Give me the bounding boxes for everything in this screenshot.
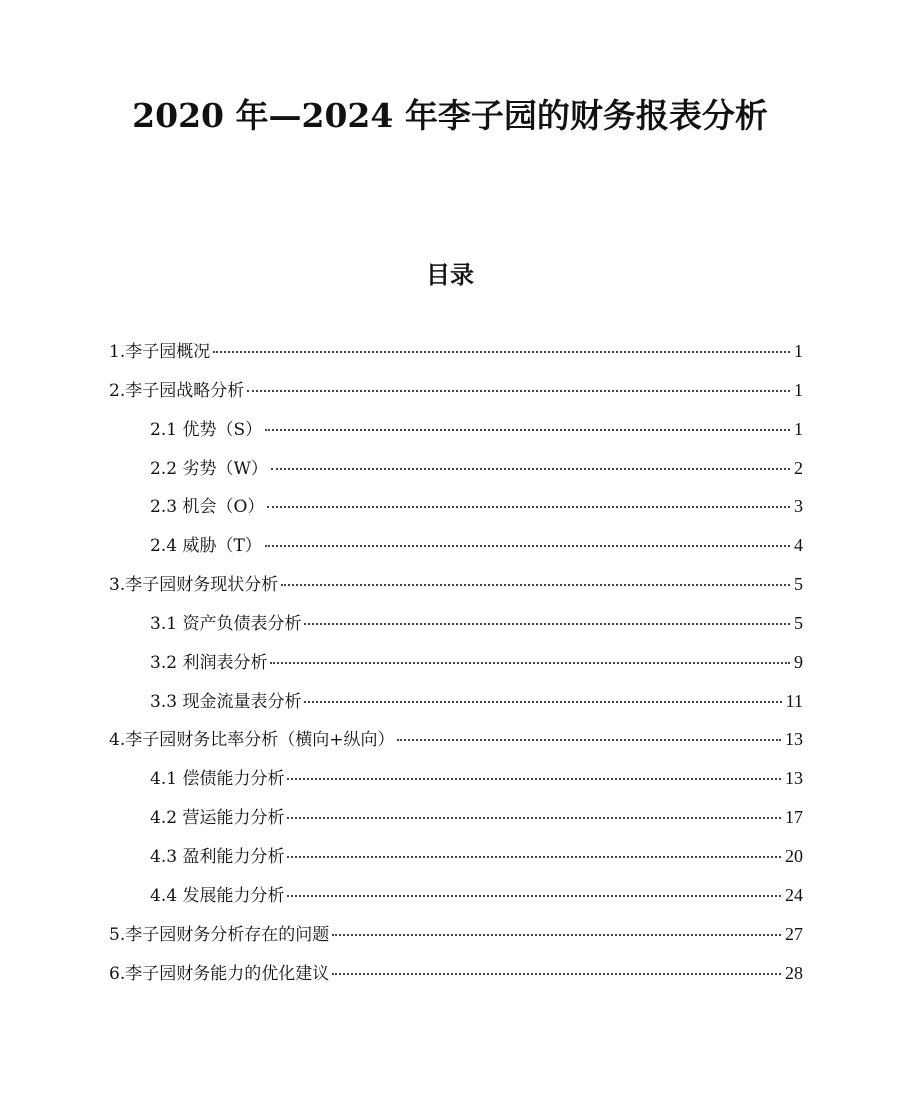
toc-entry-label: 4.4 发展能力分析 <box>150 885 285 906</box>
toc-entry-page: 5 <box>794 612 803 633</box>
toc-entry-label: 3.2 利润表分析 <box>150 652 268 673</box>
toc-entry-page: 3 <box>794 496 803 517</box>
toc-entry-label: 2.4 威胁（T） <box>150 536 262 557</box>
toc-entry-label: 4.2 营运能力分析 <box>150 808 285 829</box>
toc-entry-3[interactable] <box>109 565 803 604</box>
toc-dot-leader <box>304 701 781 703</box>
toc-dot-leader <box>397 739 781 741</box>
toc-entry-3-2[interactable] <box>109 643 803 682</box>
toc-entry-page: 9 <box>794 651 803 672</box>
toc-dot-leader <box>271 468 790 470</box>
toc-entry-2-1[interactable] <box>109 410 803 449</box>
table-of-contents <box>109 332 803 992</box>
toc-entry-3-3[interactable] <box>109 682 803 721</box>
toc-dot-leader <box>304 623 790 625</box>
toc-entry-label: 4.3 盈利能力分析 <box>150 846 285 867</box>
toc-dot-leader <box>267 506 790 508</box>
toc-entry-4-3[interactable] <box>109 837 803 876</box>
toc-entry-page: 28 <box>785 962 803 983</box>
toc-dot-leader <box>270 662 790 664</box>
toc-entry-label: 3.3 现金流量表分析 <box>150 691 302 712</box>
toc-entry-page: 1 <box>794 379 803 400</box>
toc-entry-label: 4.李子园财务比率分析（横向+纵向） <box>109 730 395 751</box>
toc-dot-leader <box>213 351 790 353</box>
toc-entry-3-1[interactable] <box>109 604 803 643</box>
toc-entry-4-1[interactable] <box>109 759 803 798</box>
toc-dot-leader <box>247 390 790 392</box>
toc-entry-2[interactable] <box>109 371 803 410</box>
toc-entry-label: 6.李子园财务能力的优化建议 <box>109 963 330 984</box>
toc-entry-4-4[interactable] <box>109 876 803 915</box>
toc-entry-label: 2.2 劣势（W） <box>150 458 268 479</box>
toc-entry-4[interactable] <box>109 720 803 759</box>
toc-entry-label: 2.3 机会（O） <box>150 497 265 518</box>
toc-entry-page: 13 <box>785 768 803 789</box>
toc-entry-label: 2.李子园战略分析 <box>109 380 245 401</box>
toc-entry-page: 17 <box>785 807 803 828</box>
toc-dot-leader <box>265 429 790 431</box>
toc-entry-page: 20 <box>785 845 803 866</box>
toc-dot-leader <box>287 856 781 858</box>
toc-dot-leader <box>287 778 781 780</box>
toc-entry-page: 13 <box>785 729 803 750</box>
toc-entry-4-2[interactable] <box>109 798 803 837</box>
toc-entry-page: 2 <box>794 457 803 478</box>
toc-entry-label: 2.1 优势（S） <box>150 419 263 440</box>
toc-entry-2-4[interactable] <box>109 526 803 565</box>
toc-entry-page: 27 <box>785 923 803 944</box>
toc-entry-2-3[interactable] <box>109 487 803 526</box>
toc-entry-page: 4 <box>794 535 803 556</box>
toc-dot-leader <box>281 584 790 586</box>
toc-dot-leader <box>287 895 781 897</box>
toc-entry-2-2[interactable] <box>109 449 803 488</box>
document-title: 2020 年—2024 年李子园的财务报表分析 <box>132 96 768 135</box>
toc-entry-page: 1 <box>794 418 803 439</box>
toc-entry-6[interactable] <box>109 954 803 993</box>
toc-entry-label: 4.1 偿债能力分析 <box>150 769 285 790</box>
toc-dot-leader <box>332 934 781 936</box>
toc-dot-leader <box>265 545 790 547</box>
toc-entry-page: 11 <box>785 690 803 711</box>
toc-entry-label: 3.李子园财务现状分析 <box>109 575 279 596</box>
toc-entry-page: 5 <box>794 574 803 595</box>
toc-entry-1[interactable] <box>109 332 803 371</box>
toc-entry-label: 5.李子园财务分析存在的问题 <box>109 924 330 945</box>
toc-dot-leader <box>332 973 781 975</box>
toc-dot-leader <box>287 817 781 819</box>
toc-entry-page: 24 <box>785 884 803 905</box>
toc-entry-page: 1 <box>794 341 803 361</box>
toc-heading: 目录 <box>426 260 474 289</box>
toc-entry-label: 3.1 资产负债表分析 <box>150 613 302 634</box>
toc-entry-5[interactable] <box>109 915 803 954</box>
toc-entry-label: 1.李子园概况 <box>109 342 211 362</box>
